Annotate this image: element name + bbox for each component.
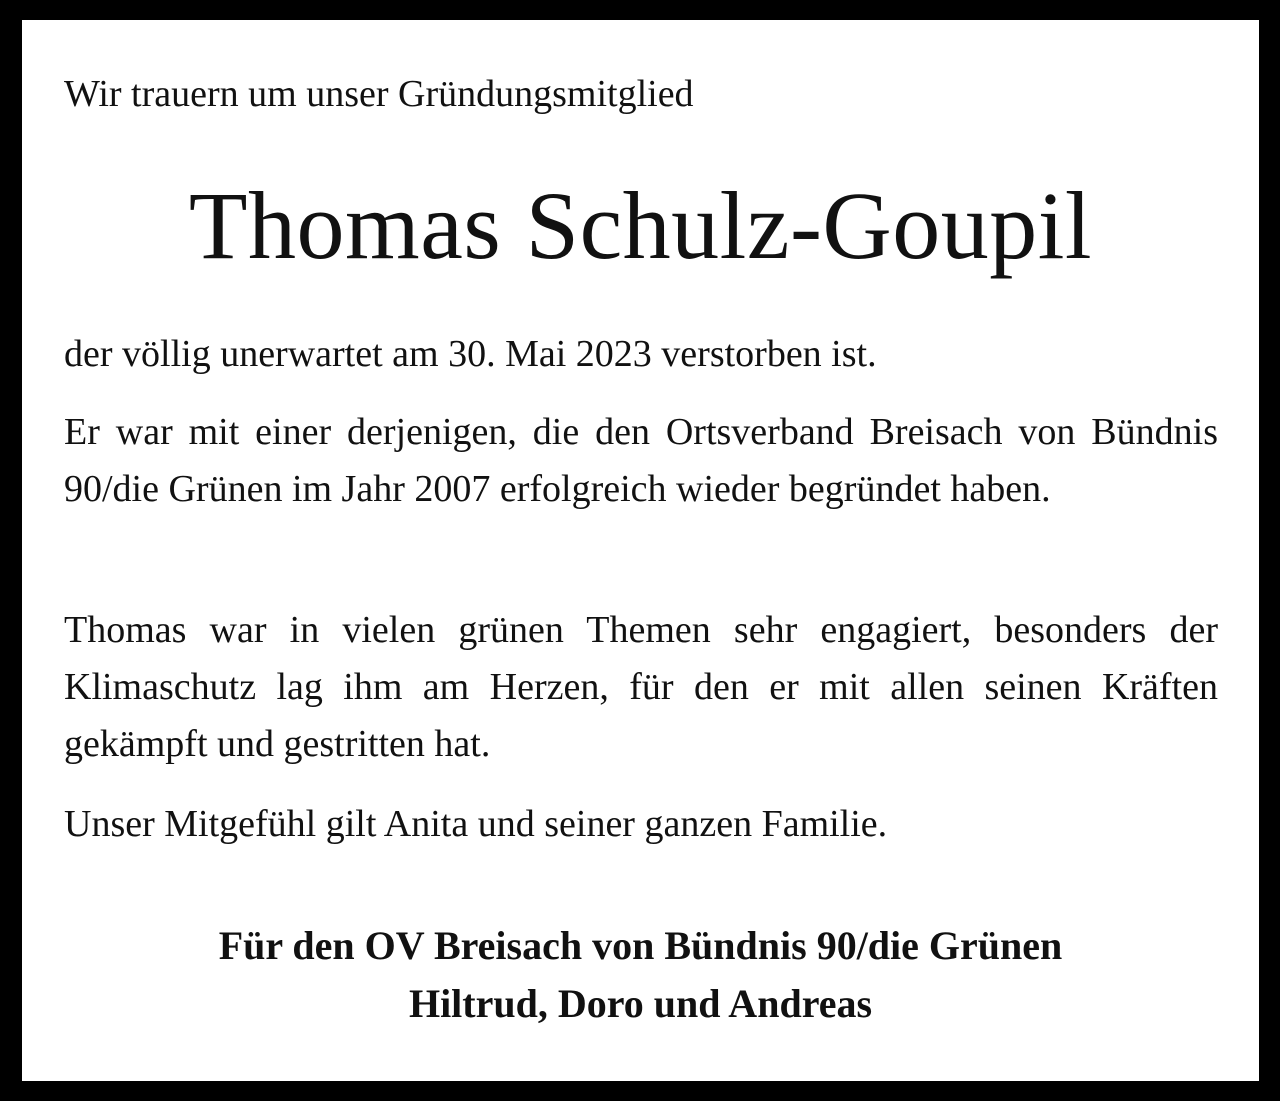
engagement-paragraph: Thomas war in vielen grünen Themen sehr engagiert, besonders der Klimaschutz lag ihm am Herzen, für den er mit allen seinen Kräften gekämpft und gestritten hat.	[64, 609, 1218, 765]
condolence-paragraph: Unser Mitgefühl gilt Anita und seiner ganzen Familie.	[64, 803, 888, 845]
founding-paragraph: Er war mit einer derjenigen, die den Ortsverband Breisach von Bündnis 90/die Grünen im Jahr 2007 erfolgreich wieder begründet haben.	[64, 411, 1218, 510]
signature-block	[22, 917, 1259, 1033]
deceased-name: Thomas Schulz-Goupil	[188, 172, 1093, 279]
obituary-notice	[22, 20, 1259, 1081]
signature-names: Hiltrud, Doro und Andreas	[408, 981, 873, 1026]
intro-line: Wir trauern um unser Gründungsmitglied	[64, 73, 694, 115]
death-date-paragraph: der völlig unerwartet am 30. Mai 2023 verstorben ist.	[64, 333, 877, 375]
signature-organization: Für den OV Breisach von Bündnis 90/die Grünen	[218, 923, 1063, 968]
